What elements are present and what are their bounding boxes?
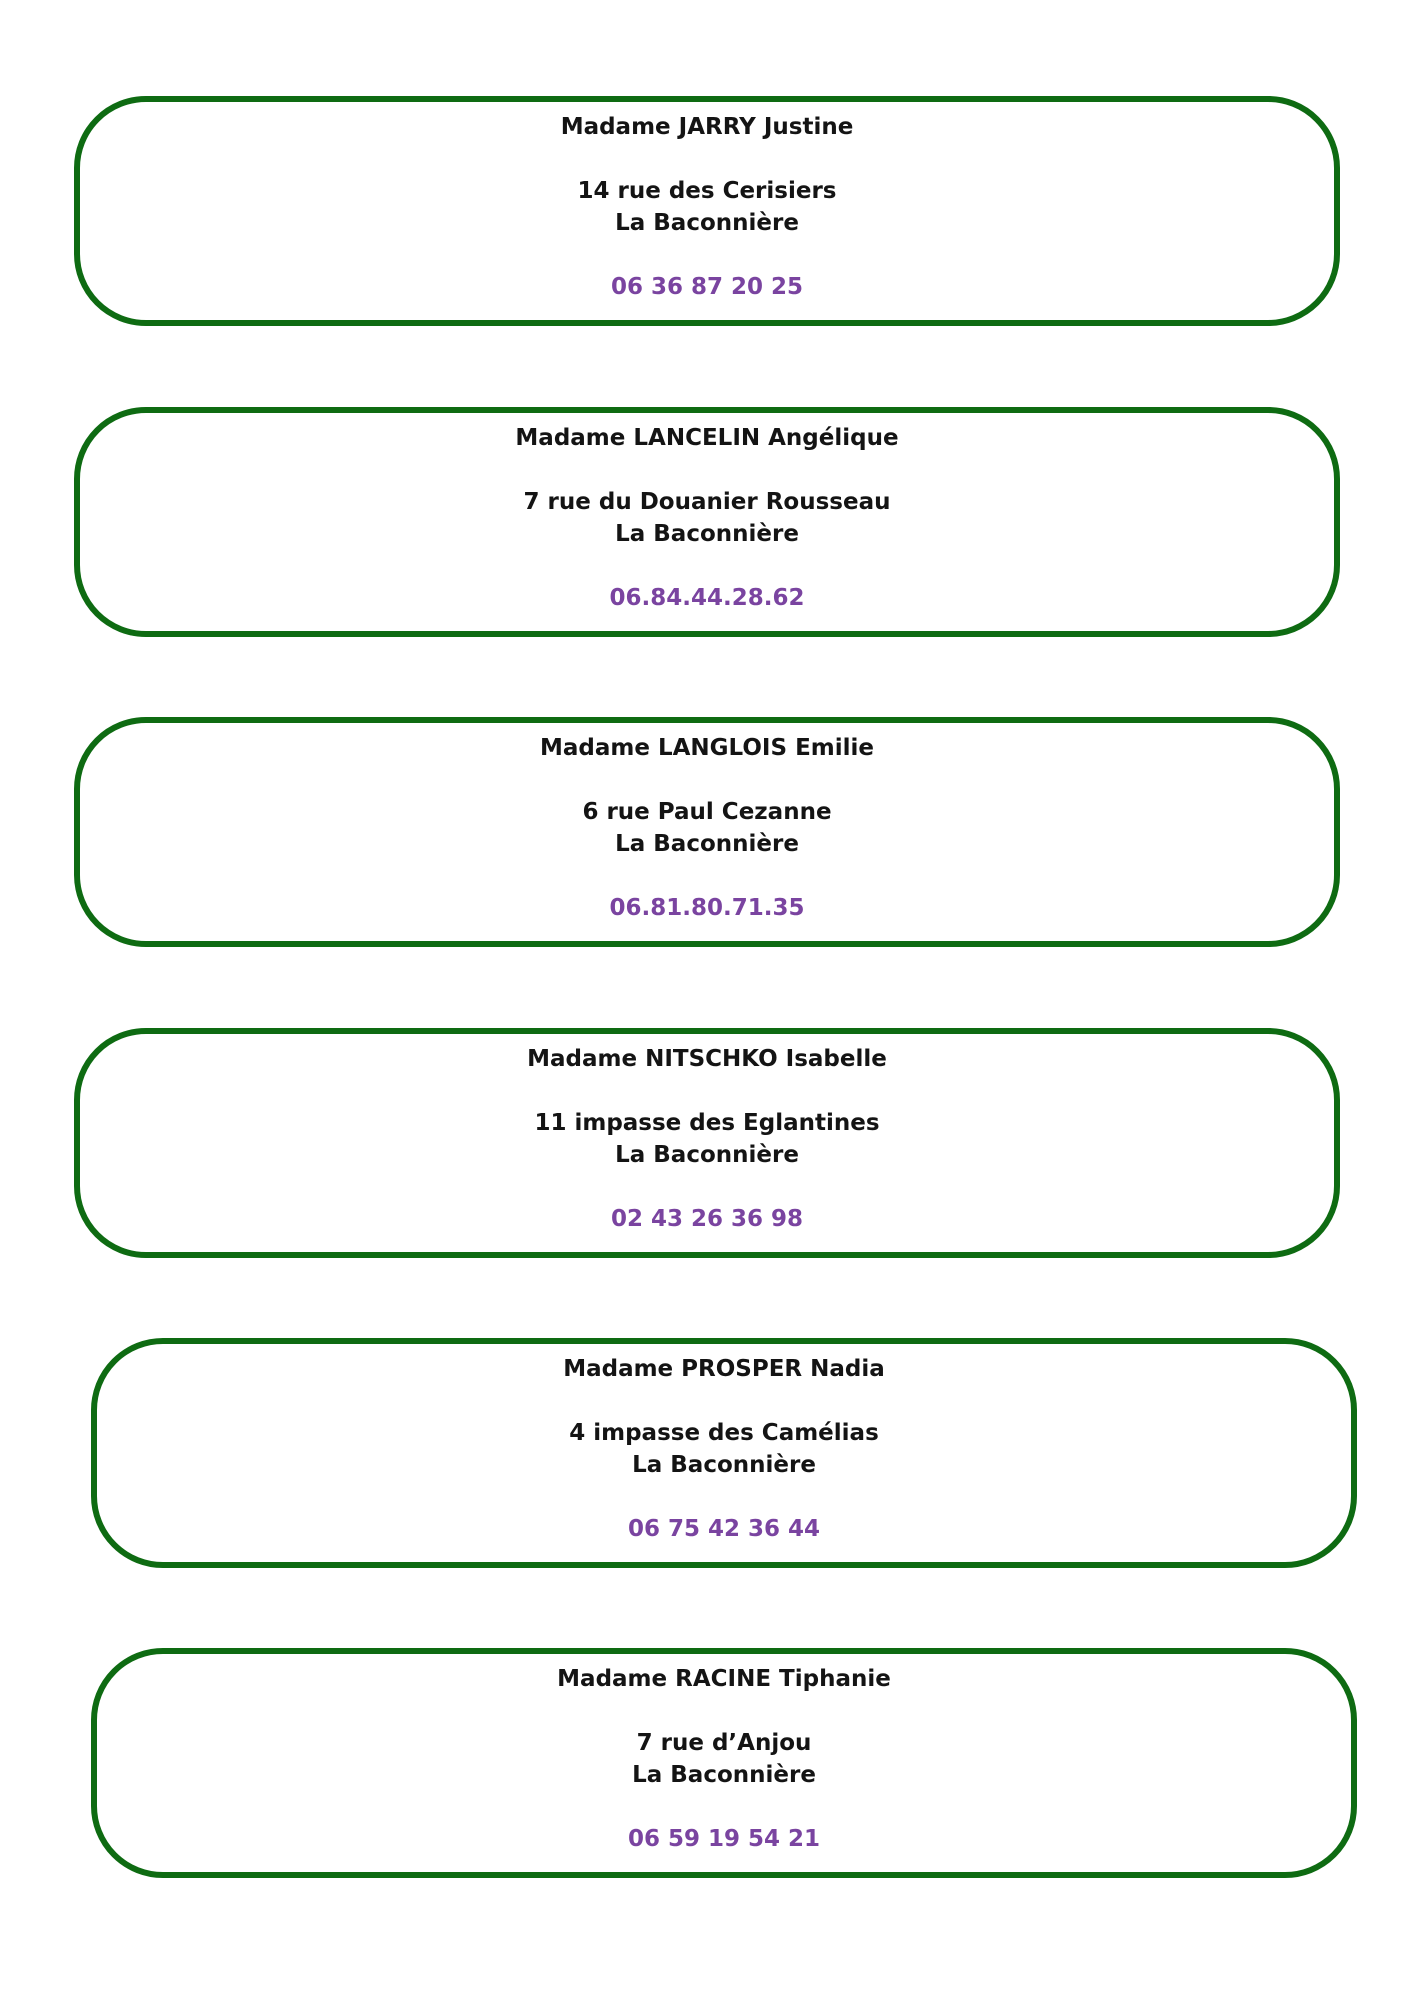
contact-street: 14 rue des Cerisiers xyxy=(577,178,837,204)
contact-street: 7 rue du Douanier Rousseau xyxy=(523,489,891,515)
contact-phone: 06.84.44.28.62 xyxy=(609,585,805,611)
contact-street: 11 impasse des Eglantines xyxy=(534,1110,880,1136)
contact-card xyxy=(74,407,1340,637)
contact-street: 6 rue Paul Cezanne xyxy=(582,799,832,825)
contact-name: Madame LANCELIN Angélique xyxy=(515,425,899,451)
contact-phone: 02 43 26 36 98 xyxy=(610,1206,804,1232)
contact-phone: 06.81.80.71.35 xyxy=(609,895,805,921)
contact-phone: 06 59 19 54 21 xyxy=(627,1826,821,1852)
contact-card xyxy=(91,1338,1357,1568)
contact-name: Madame NITSCHKO Isabelle xyxy=(527,1046,887,1072)
contact-name: Madame LANGLOIS Emilie xyxy=(540,735,874,761)
contact-card xyxy=(74,717,1340,947)
contact-city: La Baconnière xyxy=(632,1452,816,1478)
contact-phone: 06 36 87 20 25 xyxy=(610,274,804,300)
contact-card xyxy=(74,96,1340,326)
contact-city: La Baconnière xyxy=(615,831,799,857)
contact-name: Madame JARRY Justine xyxy=(560,114,854,140)
contact-city: La Baconnière xyxy=(615,210,799,236)
contact-city: La Baconnière xyxy=(615,521,799,547)
contact-card xyxy=(74,1028,1340,1258)
contact-name: Madame PROSPER Nadia xyxy=(563,1356,885,1382)
contact-card xyxy=(91,1648,1357,1878)
contact-city: La Baconnière xyxy=(615,1142,799,1168)
contact-street: 7 rue d’Anjou xyxy=(636,1730,812,1756)
contact-street: 4 impasse des Camélias xyxy=(569,1420,879,1446)
contact-name: Madame RACINE Tiphanie xyxy=(557,1666,891,1692)
contact-phone: 06 75 42 36 44 xyxy=(627,1516,821,1542)
contact-city: La Baconnière xyxy=(632,1762,816,1788)
